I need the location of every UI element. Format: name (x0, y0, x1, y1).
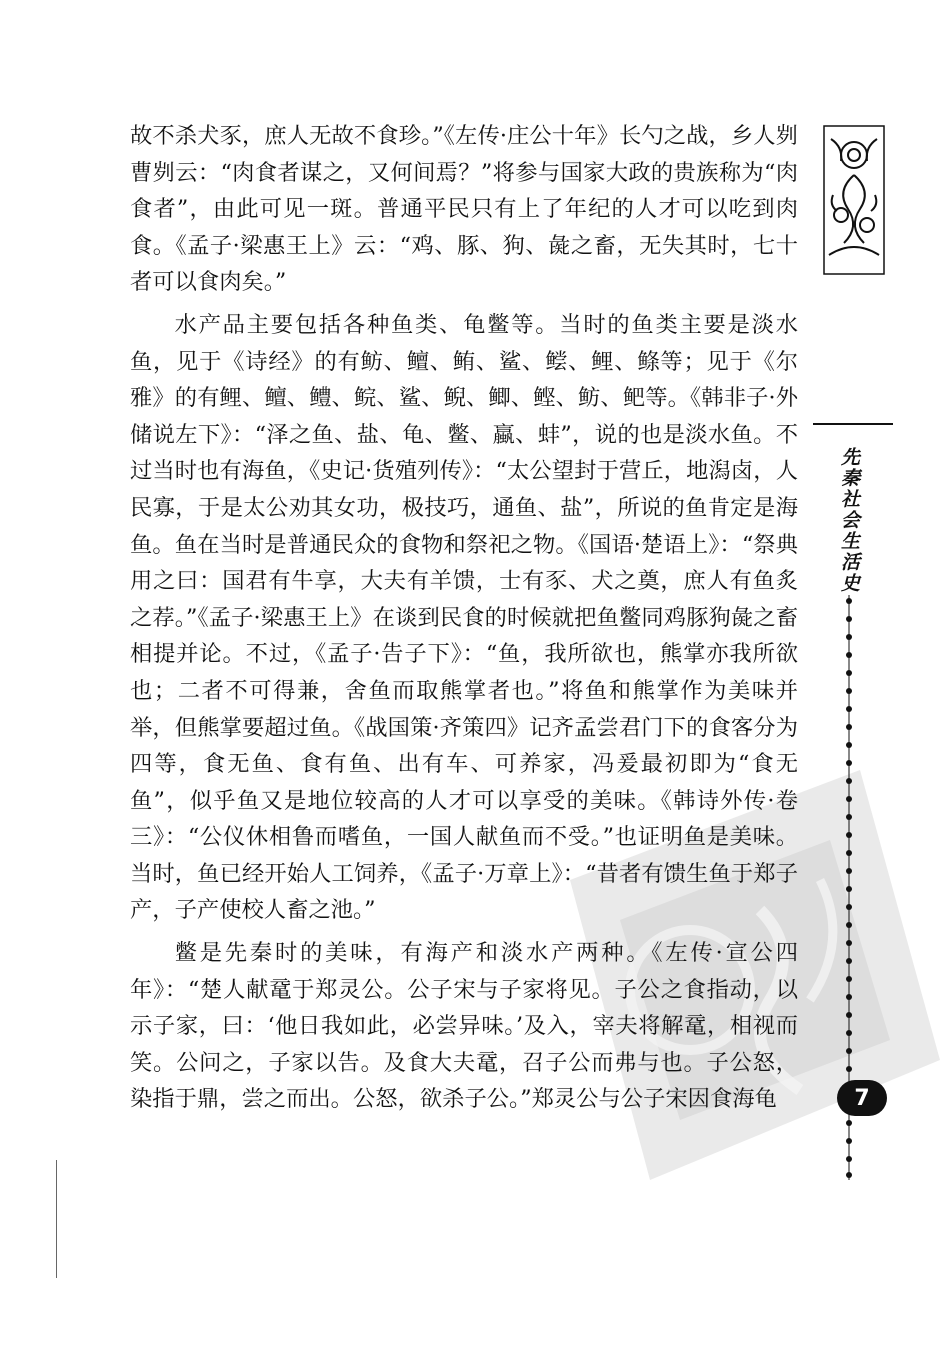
running-book-title: 先秦社会生活史 (838, 447, 860, 594)
paragraph-1: 故不杀犬豕，庶人无故不食珍。”《左传·庄公十年》长勺之战，乡人刿曹刿云：“肉食者谋之，又何间焉？”将参与国家大政的贵族称为“肉食者”，由此可见一斑。普通平民只有上了年纪的人才可以吃到肉食。《孟子·梁惠王上》云：“鸡、豚、狗、彘之畜，无失其时，七十者可以食肉矣。” (130, 123, 798, 296)
floral-ornament-icon (823, 125, 885, 275)
sidebar (805, 125, 895, 1145)
paragraph-3: 鳖是先秦时的美味，有海产和淡水产两种。《左传·宣公四年》：“楚人献鼋于郑灵公。公子宋与子家将见。子公之食指动，以示子家，曰：‘他日我如此，必尝异味。’及入，宰夫将解鼋，相视而笑。公问之，子家以告。及食大夫鼋，召子公而弗与也。子公怒，染指于鼎，尝之而出。公怒，欲杀子公。”郑灵公与公子宋因食海龟 (130, 940, 798, 1113)
paragraph-2: 水产品主要包括各种鱼类、龟鳖等。当时的鱼类主要是淡水鱼，见于《诗经》的有鲂、鳣、鲔、鲨、鲿、鲤、鲦等；见于《尔雅》的有鲤、鳣、鳢、鲩、鲨、鲵、鲫、鲣、鲂、鲃等。《韩非子·外储说左下》：“泽之鱼、盐、龟、鳖、蠃、蚌”，说的也是淡水鱼。不过当时也有海鱼，《史记·货殖列传》：“太公望封于营丘，地潟卤，人民寡，于是太公劝其女功，极技巧，通鱼、盐”，所说的鱼肯定是海鱼。鱼在当时是普通民众的食物和祭祀之物。《国语·楚语上》：“祭典用之曰：国君有牛享，大夫有羊馈，士有豕、犬之奠，庶人有鱼炙之荐。”《孟子·梁惠王上》在谈到民食的时候就把鱼鳖同鸡豚狗彘之畜相提并论。不过，《孟子·告子下》：“鱼，我所欲也，熊掌亦我所欲也；二者不可得兼，舍鱼而取熊掌者也。”将鱼和熊掌作为美味并举，但熊掌要超过鱼。《战国策·齐策四》记齐孟尝君门下的食客分为四等，食无鱼、食有鱼、出有车、可养家，冯爰最初即为“食无鱼”，似乎鱼又是地位较高的人才可以享受的美味。《韩诗外传·卷三》：“公仪休相鲁而嗜鱼，一国人献鱼而不受。”也证明鱼是美味。当时，鱼已经开始人工饲养，《孟子·万章上》：“昔者有馈生鱼于郑子产，子产使校人畜之池。” (130, 311, 798, 924)
scan-margin-line (56, 1160, 57, 1278)
sidebar-divider (813, 423, 893, 425)
main-text-block (130, 118, 798, 1118)
page-number-badge: 7 (837, 1080, 887, 1116)
